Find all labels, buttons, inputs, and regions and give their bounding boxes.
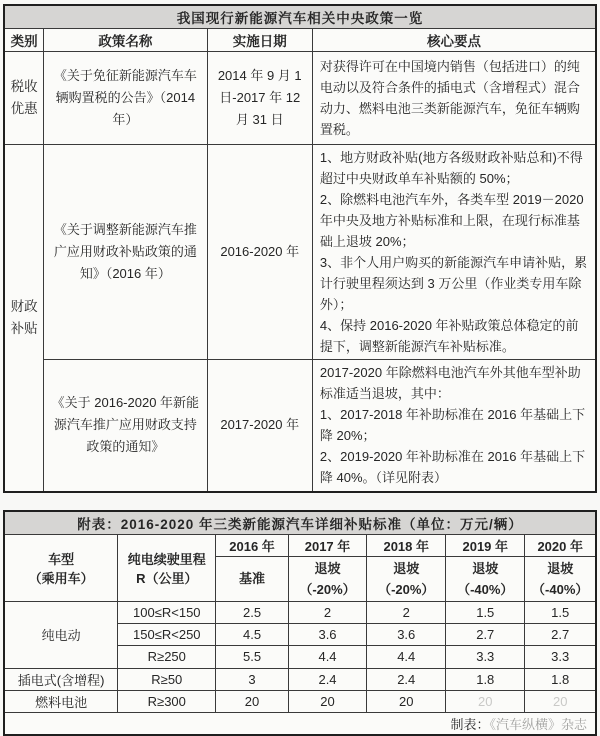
header-vehicle-type [4, 534, 118, 601]
value-2020: 1.8 [525, 668, 596, 690]
header-drop-2017 [288, 556, 367, 601]
policy-row-tax-points [312, 52, 596, 145]
policy-row-tax [4, 52, 596, 145]
policy-row-tax-name: 《关于免征新能源汽车车辆购置税的公告》（2014 年） [44, 52, 207, 145]
value-2018: 20 [367, 690, 446, 712]
value-2018: 2 [367, 601, 446, 623]
value-2018: 4.4 [367, 645, 446, 668]
policy-row-support-2017-date: 2017-2020 年 [207, 360, 312, 492]
drop-label: 退坡 [314, 560, 341, 576]
header-vehicle-type-line1: 车型 [48, 551, 75, 567]
vehicle-bev: 纯电动 [4, 601, 118, 668]
drop-pct: （-40%） [457, 581, 514, 597]
header-key-points: 核心要点 [312, 29, 596, 52]
header-date: 实施日期 [207, 29, 312, 52]
vehicle-fcev: 燃料电池 [4, 690, 118, 712]
value-2019: 1.8 [446, 668, 525, 690]
header-drop-2016 [216, 556, 288, 601]
policy-point: 对获得许可在中国境内销售（包括进口）的纯电动以及符合条件的插电式（含增程式）混合动力、燃料电池三类新能源汽车，免征车辆购置税。 [319, 59, 580, 137]
value-2017: 20 [288, 690, 367, 712]
value-2016: 2.5 [216, 601, 288, 623]
value-2020: 2.7 [525, 623, 596, 645]
value-2017: 2.4 [288, 668, 367, 690]
value-2017: 3.6 [288, 623, 367, 645]
policy-point: 3、非个人用户购买的新能源汽车申请补贴，累计行驶里程须达到 3 万公里（作业类专用车除外）； [319, 255, 588, 312]
value-2018: 3.6 [367, 623, 446, 645]
policy-row-support-2017-name: 《关于 2016-2020 年新能源汽车推广应用财政支持政策的通知》 [44, 360, 207, 492]
value-2019: 3.3 [446, 645, 525, 668]
subsidy-table [3, 510, 597, 736]
header-year-2016: 2016 年 [216, 534, 288, 556]
header-year-2018: 2018 年 [367, 534, 446, 556]
policy-row-support-2017-points [312, 360, 596, 492]
credit-label: 制表： [450, 716, 490, 732]
policy-row-tax-category: 税收优惠 [4, 52, 44, 145]
policy-point: 2、2019-2020 年补助标准在 2016 年基础上下降 40%。（详见附表） [319, 449, 586, 486]
credit-source: 《汽车纵横》杂志 [489, 716, 587, 732]
header-year-2017: 2017 年 [288, 534, 367, 556]
value-2020-faded: 20 [525, 690, 596, 712]
range-cell: 100≤R<150 [118, 601, 216, 623]
value-2019: 1.5 [446, 601, 525, 623]
subsidy-row-phev [4, 668, 596, 690]
policy-row-subsidy-2016-date: 2016-2020 年 [207, 145, 312, 360]
policy-row-subsidy-2016-name: 《关于调整新能源汽车推广应用财政补贴政策的通知》（2016 年） [44, 145, 207, 360]
range-cell: R≥50 [118, 668, 216, 690]
value-2019-faded: 20 [446, 690, 525, 712]
drop-pct: （-20%） [299, 581, 356, 597]
subsidy-table-title: 附表：2016-2020 年三类新能源汽车详细补贴标准（单位：万元/辆） [4, 511, 596, 535]
value-2020: 1.5 [525, 601, 596, 623]
header-category: 类别 [4, 29, 44, 52]
value-2017: 4.4 [288, 645, 367, 668]
drop-label: 退坡 [547, 560, 574, 576]
value-2019: 2.7 [446, 623, 525, 645]
policy-point: 2017-2020 年除燃料电池汽车外其他车型补助标准适当退坡，其中： [319, 365, 581, 402]
subsidy-footer-row [4, 712, 596, 735]
header-policy-name: 政策名称 [44, 29, 207, 52]
subsidy-header-years-row [4, 534, 596, 556]
value-2016: 4.5 [216, 623, 288, 645]
policy-row-subsidy-2016-points [312, 145, 596, 360]
value-2016: 20 [216, 690, 288, 712]
drop-label: 基准 [239, 571, 266, 586]
value-2016: 5.5 [216, 645, 288, 668]
header-drop-2020 [525, 556, 596, 601]
drop-pct: （-40%） [532, 581, 589, 597]
policy-point: 1、地方财政补贴(地方各级财政补贴总和)不得超过中央财政单车补贴额的 50%； [319, 150, 583, 186]
header-year-2019: 2019 年 [446, 534, 525, 556]
value-2016: 3 [216, 668, 288, 690]
header-year-2020: 2020 年 [525, 534, 596, 556]
vehicle-phev: 插电式(含增程) [4, 668, 118, 690]
policy-table-title: 我国现行新能源汽车相关中央政策一览 [4, 5, 596, 29]
drop-label: 退坡 [393, 560, 420, 576]
policy-table-title-row [4, 5, 596, 29]
header-vehicle-type-line2: （乘用车） [28, 570, 94, 586]
value-2020: 3.3 [525, 645, 596, 668]
header-range: 纯电续驶里程 R（公里） [118, 534, 216, 601]
range-cell: R≥250 [118, 645, 216, 668]
policy-row-subsidy-2016 [4, 145, 596, 360]
policy-row-support-2017 [4, 360, 596, 492]
policy-table-header-row [4, 29, 596, 52]
value-2017: 2 [288, 601, 367, 623]
subsidy-row-bev-100 [4, 601, 596, 623]
value-2018: 2.4 [367, 668, 446, 690]
header-drop-2018 [367, 556, 446, 601]
policy-point: 2、除燃料电池汽车外，各类车型 2019－2020 年中央及地方补贴标准和上限，在现行标准基础上退坡 20%； [319, 192, 584, 249]
range-cell: 150≤R<250 [118, 623, 216, 645]
policy-table [3, 4, 597, 493]
table-credit [4, 712, 596, 735]
header-drop-2019 [446, 556, 525, 601]
subsidy-table-title-row [4, 511, 596, 535]
policy-point: 4、保持 2016-2020 年补贴政策总体稳定的前提下，调整新能源汽车补贴标准。 [319, 318, 579, 354]
subsidy-row-fcev [4, 690, 596, 712]
policy-point: 1、2017-2018 年补助标准在 2016 年基础上下降 20%； [319, 407, 586, 444]
range-cell: R≥300 [118, 690, 216, 712]
policy-row-tax-date: 2014 年 9 月 1 日-2017 年 12 月 31 日 [207, 52, 312, 145]
drop-label: 退坡 [472, 560, 499, 576]
drop-pct: （-20%） [378, 581, 435, 597]
policy-row-subsidy-category: 财政补贴 [4, 145, 44, 492]
